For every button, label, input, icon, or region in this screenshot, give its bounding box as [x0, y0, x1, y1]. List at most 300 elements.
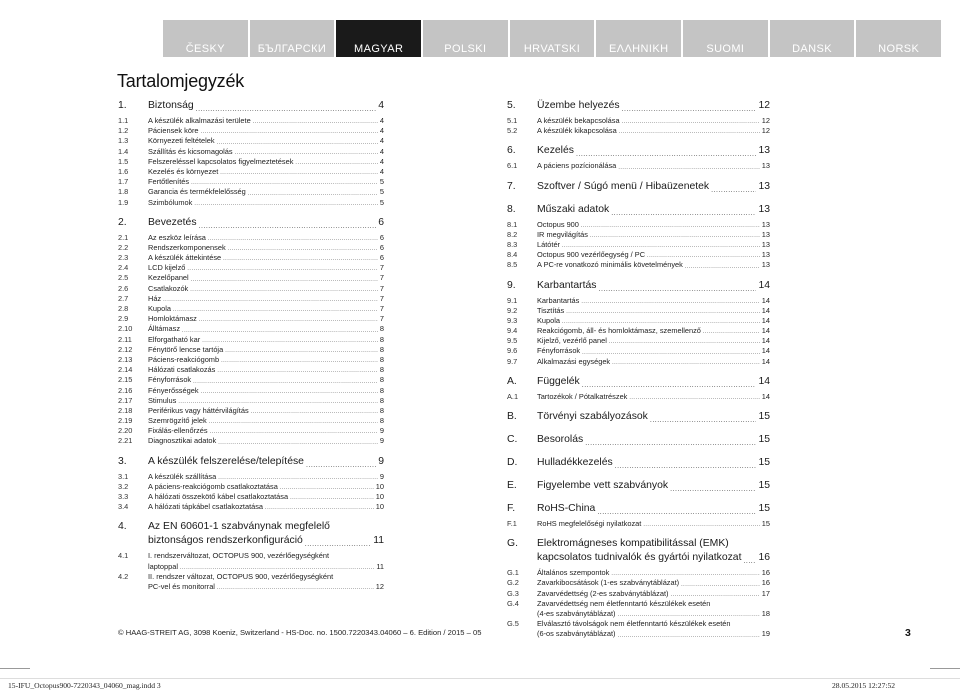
toc-entry[interactable]	[118, 492, 384, 502]
toc-entry-line	[118, 582, 384, 592]
toc-entry[interactable]	[118, 136, 384, 146]
toc-entry[interactable]	[507, 357, 770, 367]
toc-entry[interactable]	[507, 619, 770, 639]
toc-entry-page: 7	[379, 304, 384, 313]
toc-section-title: kapcsolatos tudnivalók és gyártói nyilatkozat	[537, 552, 742, 564]
toc-right-column	[507, 100, 770, 640]
toc-entry-line	[507, 609, 770, 619]
toc-entry-title: A páciens pozícionálása	[537, 161, 617, 171]
toc-entry-title: Diagnosztikai adatok	[148, 436, 217, 446]
toc-section-title: Függelék	[537, 375, 580, 387]
toc-group	[118, 456, 384, 513]
toc-entry-title: Környezeti feltételek	[148, 136, 215, 146]
toc-section-line	[507, 552, 770, 566]
toc-entry[interactable]	[507, 316, 770, 326]
toc-entry-title: A PC-re vonatkozó minimális követelmények	[537, 260, 683, 270]
toc-entry-number: 2.19	[118, 416, 133, 426]
dot-leader	[182, 328, 378, 335]
toc-entry-page: 6	[379, 253, 384, 263]
toc-entry[interactable]	[118, 426, 384, 436]
toc-entry-page: 7	[379, 283, 384, 293]
toc-entry-title: Fényforrások	[148, 375, 192, 385]
language-tab-5[interactable]: ΕΛΛΗΝΙΚΗ	[596, 20, 681, 57]
toc-section[interactable]	[507, 457, 770, 471]
toc-entry[interactable]	[118, 406, 384, 416]
toc-entry[interactable]	[507, 392, 770, 402]
dot-leader	[217, 368, 378, 375]
toc-section-title: biztonságos rendszerkonfiguráció	[148, 535, 303, 547]
toc-entry-title: Kezelőpanel	[148, 273, 189, 283]
toc-entry-line	[507, 599, 770, 609]
dot-leader	[190, 287, 378, 294]
dot-leader	[196, 105, 377, 114]
toc-group	[507, 204, 770, 271]
dot-leader	[599, 285, 757, 294]
toc-section-page: 15	[758, 457, 770, 468]
toc-entry-page: 9	[379, 436, 384, 446]
dot-leader	[622, 105, 757, 114]
toc-entry[interactable]	[118, 314, 384, 324]
toc-entry-title: A készülék kikapcsolása	[537, 126, 617, 136]
toc-entry-title: Szimbólumok	[148, 197, 193, 207]
toc-section-page: 4	[378, 100, 384, 111]
toc-entry-number: 1.1	[118, 116, 129, 125]
toc-entry[interactable]	[118, 335, 384, 345]
toc-entry[interactable]	[118, 304, 384, 314]
dot-leader	[199, 222, 377, 231]
toc-section-title: Hulladékkezelés	[537, 457, 613, 468]
toc-left-column	[118, 100, 384, 592]
toc-entry-title: (6-os szabványtáblázat)	[537, 629, 616, 639]
toc-group	[507, 411, 770, 425]
toc-subentries	[507, 161, 770, 171]
toc-section-title: Karbantartás	[537, 279, 597, 291]
toc-entry-page: 8	[379, 334, 384, 344]
toc-entry-number: 8.2	[507, 229, 518, 239]
toc-entry-page: 10	[375, 502, 384, 512]
toc-entry[interactable]	[118, 365, 384, 375]
toc-entry-title: Fényerősségek	[148, 385, 199, 395]
toc-entry-title: Zavarvédettség (2-es szabványtáblázat)	[537, 588, 669, 598]
toc-entry[interactable]	[118, 116, 384, 126]
toc-section-number: E.	[507, 480, 517, 491]
toc-entry-title: Kijelző, vezérlő panel	[537, 336, 607, 346]
toc-section-title: Kezelés	[537, 145, 574, 157]
toc-entry[interactable]	[507, 568, 770, 578]
dot-leader	[609, 339, 760, 346]
language-tab-4[interactable]: HRVATSKI	[510, 20, 595, 57]
toc-section[interactable]	[507, 503, 770, 517]
toc-entry-number: 1.5	[118, 156, 129, 166]
toc-entry-number: 2.15	[118, 375, 133, 385]
toc-entry-page: 11	[376, 561, 384, 571]
toc-section[interactable]	[507, 204, 770, 218]
toc-section-page: 15	[758, 434, 770, 445]
toc-entry[interactable]	[118, 157, 384, 167]
toc-entry[interactable]	[118, 177, 384, 187]
language-tab-0[interactable]: ČESKY	[163, 20, 248, 57]
toc-entry-page: 14	[761, 391, 770, 401]
toc-entry[interactable]	[507, 599, 770, 619]
dot-leader	[582, 381, 757, 390]
toc-entry-page: 14	[761, 295, 770, 305]
toc-section-number: D.	[507, 457, 518, 468]
toc-entry[interactable]	[118, 253, 384, 263]
toc-entry-page: 12	[761, 116, 770, 125]
page-number: 3	[905, 627, 911, 639]
toc-entry-page: 13	[761, 219, 770, 229]
dot-leader	[178, 399, 378, 406]
toc-entry[interactable]	[118, 551, 384, 571]
toc-entry[interactable]	[507, 250, 770, 260]
toc-entry-number: G.5	[507, 619, 519, 629]
dot-leader	[191, 277, 378, 284]
toc-entry-title: Fénytörő lencse tartója	[148, 344, 224, 354]
toc-entry[interactable]	[507, 161, 770, 171]
toc-subentries	[507, 116, 770, 136]
toc-entry-page: 8	[379, 385, 384, 395]
dot-leader	[163, 297, 378, 304]
dot-leader	[585, 439, 756, 448]
toc-entry-title: Szemrögzítő jelek	[148, 416, 207, 426]
dot-leader	[582, 350, 760, 357]
toc-section-title: A készülék felszerelése/telepítése	[148, 455, 304, 467]
toc-entry[interactable]	[118, 375, 384, 385]
dot-leader	[201, 129, 378, 136]
toc-entry[interactable]	[118, 472, 384, 482]
toc-section[interactable]	[118, 217, 384, 231]
toc-entry[interactable]	[118, 436, 384, 446]
toc-entry[interactable]	[507, 260, 770, 270]
toc-entry[interactable]	[118, 396, 384, 406]
toc-section-number: F.	[507, 503, 516, 514]
toc-entry[interactable]	[118, 284, 384, 294]
toc-entry[interactable]	[118, 233, 384, 243]
toc-entry[interactable]	[118, 198, 384, 208]
toc-entry-page: 8	[379, 416, 384, 426]
toc-entry-title: Reakciógomb, áll- és homloktámasz, szemellenző	[537, 326, 701, 336]
toc-section-page: 9	[378, 455, 384, 467]
toc-entry-page: 5	[379, 197, 384, 207]
toc-entry-number: 9.4	[507, 326, 518, 336]
toc-section-page: 12	[758, 100, 770, 111]
toc-section[interactable]	[507, 376, 770, 390]
toc-entry-number: 2.8	[118, 304, 129, 313]
toc-entry-number: 2.5	[118, 273, 129, 283]
toc-entry-page: 8	[379, 324, 384, 334]
toc-section-page: 14	[758, 375, 770, 387]
dot-leader	[173, 307, 378, 314]
language-tab-1[interactable]: БЪЛГАРСКИ	[250, 20, 335, 57]
dot-leader	[597, 508, 756, 517]
toc-entry-number: 5.2	[507, 126, 518, 136]
toc-entry-title: II. rendszer változat, OCTOPUS 900, vezérlőegységként	[148, 571, 334, 581]
dot-leader	[629, 395, 759, 402]
dot-leader	[218, 475, 378, 482]
toc-entry[interactable]	[507, 306, 770, 316]
toc-entry-line	[118, 551, 384, 561]
toc-entry-page: 8	[379, 375, 384, 385]
toc-entry-line	[118, 562, 384, 572]
toc-section-number: 5.	[507, 100, 516, 111]
toc-section-number: C.	[507, 434, 518, 445]
toc-entry-title: Csatlakozók	[148, 283, 189, 293]
toc-section-title: Szoftver / Súgó menü / Hibaüzenetek	[537, 180, 710, 192]
toc-entry-title: Homloktámasz	[148, 314, 197, 324]
toc-section-page: 15	[758, 411, 770, 422]
toc-entry-title: Rendszerkomponensek	[148, 242, 226, 252]
toc-section-title: Üzembe helyezés	[537, 100, 620, 111]
toc-entry[interactable]	[507, 519, 770, 529]
dot-leader	[199, 317, 378, 324]
toc-section[interactable]	[118, 100, 384, 114]
toc-entry-number: G.1	[507, 568, 519, 578]
toc-entry-number: 2.11	[118, 334, 132, 344]
toc-group	[507, 145, 770, 171]
dot-leader	[685, 264, 760, 271]
toc-entry-page: 12	[375, 581, 384, 591]
toc-entry-title: A készülék alkalmazási területe	[148, 116, 251, 125]
toc-entry-number: F.1	[507, 519, 517, 528]
toc-section[interactable]	[507, 411, 770, 425]
toc-entry-number: 2.4	[118, 263, 129, 273]
toc-entry[interactable]	[507, 116, 770, 126]
toc-section[interactable]	[507, 538, 770, 566]
toc-entry[interactable]	[118, 502, 384, 512]
toc-entry[interactable]	[507, 230, 770, 240]
toc-entry-page: 7	[379, 273, 384, 283]
toc-subentries	[507, 392, 770, 402]
toc-entry-page: 8	[379, 354, 384, 364]
toc-entry[interactable]	[507, 326, 770, 336]
toc-group	[507, 434, 770, 448]
dot-leader	[217, 585, 374, 592]
slug-timestamp: 28.05.2015 12:27:52	[832, 681, 896, 690]
toc-entry[interactable]	[118, 482, 384, 492]
toc-entry-title: Elválasztó távolságok nem életfenntartó készülékek esetén	[537, 619, 731, 629]
toc-entry[interactable]	[118, 126, 384, 136]
dot-leader	[643, 522, 759, 529]
dot-leader	[611, 209, 756, 218]
toc-section-number: 7.	[507, 180, 516, 192]
toc-entry-number: G.4	[507, 598, 519, 608]
dot-leader	[202, 338, 378, 345]
toc-section[interactable]	[507, 145, 770, 159]
toc-section-title: Biztonság	[148, 100, 194, 111]
toc-entry-number: 9.7	[507, 356, 518, 366]
toc-entry-title: Tisztítás	[537, 305, 565, 315]
toc-entry-title: Álltámasz	[148, 324, 181, 334]
toc-entry-page: 19	[761, 629, 770, 639]
toc-entry-title: A páciens-reakciógomb csatlakoztatása	[148, 481, 278, 491]
language-tab-3[interactable]: POLSKI	[423, 20, 508, 57]
dot-leader	[650, 416, 757, 425]
toc-entry-title: Fertőtlenítés	[148, 177, 190, 187]
toc-entry[interactable]	[118, 273, 384, 283]
toc-subentries	[507, 568, 770, 639]
toc-entry-number: 3.1	[118, 471, 129, 481]
dot-leader	[617, 633, 759, 640]
toc-entry-number: G.2	[507, 578, 519, 588]
dot-leader	[681, 582, 760, 589]
toc-section[interactable]	[507, 100, 770, 114]
toc-section[interactable]	[507, 480, 770, 494]
toc-section-line	[118, 521, 384, 535]
toc-entry-number: 8.1	[507, 219, 518, 229]
toc-entry-title: Stimulus	[148, 395, 177, 405]
toc-group	[507, 538, 770, 639]
toc-entry-number: 1.7	[118, 177, 129, 187]
toc-entry-title: Zavarvédettség nem életfenntartó készülékek esetén	[537, 598, 711, 608]
language-tab-6[interactable]: SUOMI	[683, 20, 768, 57]
dot-leader	[251, 409, 378, 416]
dot-leader	[248, 191, 378, 198]
toc-entry[interactable]	[118, 147, 384, 157]
dot-leader	[265, 505, 374, 512]
toc-entry-title: LCD kijelző	[148, 263, 186, 273]
toc-entry[interactable]	[118, 355, 384, 365]
toc-entry[interactable]	[507, 578, 770, 588]
dot-leader	[223, 256, 378, 263]
page-title: Tartalomjegyzék	[117, 71, 245, 91]
toc-entry-title: laptoppal	[148, 561, 178, 571]
toc-entry[interactable]	[507, 336, 770, 346]
toc-entry[interactable]	[118, 572, 384, 592]
toc-entry-page: 16	[761, 578, 770, 588]
toc-entry-page: 8	[379, 395, 384, 405]
toc-section-title: Bevezetés	[148, 216, 197, 228]
toc-entry-title: Látótér	[537, 239, 561, 249]
toc-section-page: 13	[758, 203, 770, 215]
toc-section-title: Törvényi szabályozások	[537, 411, 648, 422]
toc-entry-number: 8.5	[507, 260, 518, 270]
toc-entry-title: Garancia és termékfelelősség	[148, 187, 246, 197]
toc-entry-page: 14	[761, 315, 770, 325]
toc-entry-number: 1.6	[118, 166, 129, 176]
slug-filename: 15-IFU_Octopus900-7220343_04060_mag.indd 3	[8, 681, 161, 690]
toc-entry[interactable]	[118, 243, 384, 253]
toc-group	[507, 376, 770, 402]
toc-entry[interactable]	[118, 345, 384, 355]
dot-leader	[670, 592, 759, 599]
toc-entry-number: 4.2	[118, 571, 129, 581]
toc-entry[interactable]	[118, 263, 384, 273]
toc-subentries	[507, 220, 770, 271]
toc-entry[interactable]	[507, 296, 770, 306]
toc-entry-number: 2.10	[118, 324, 133, 334]
language-tab-8[interactable]: NORSK	[856, 20, 941, 57]
dot-leader	[576, 150, 756, 159]
toc-entry-page: 4	[379, 146, 384, 156]
toc-entry-title: Zavarkibocsátások (1-es szabványtáblázat)	[537, 578, 680, 588]
dot-leader	[581, 223, 760, 230]
toc-entry-title: Páciens-reakciógomb	[148, 354, 220, 364]
toc-entry[interactable]	[118, 167, 384, 177]
toc-entry-title: Szállítás és kicsomagolás	[148, 146, 233, 156]
dot-leader	[670, 485, 756, 494]
toc-section-number: 9.	[507, 279, 516, 291]
toc-section-number: 8.	[507, 203, 516, 215]
toc-entry-number: 2.21	[118, 436, 133, 446]
dot-leader	[615, 462, 757, 471]
toc-section-number: B.	[507, 411, 517, 422]
toc-entry[interactable]	[118, 416, 384, 426]
toc-entry[interactable]	[507, 589, 770, 599]
toc-entry[interactable]	[118, 187, 384, 197]
toc-section[interactable]	[507, 280, 770, 294]
toc-entry-number: 3.4	[118, 502, 129, 512]
toc-entry-title: Tartozékok / Pótalkatrészek	[537, 391, 628, 401]
toc-entry-number: 8.3	[507, 239, 518, 249]
toc-section[interactable]	[507, 181, 770, 195]
dot-leader	[611, 571, 759, 578]
dot-leader	[711, 186, 756, 195]
toc-section-page: 13	[758, 145, 770, 157]
language-tab-2[interactable]: MAGYAR	[336, 20, 421, 57]
toc-entry-number: 2.1	[118, 232, 129, 242]
toc-section-title: Műszaki adatok	[537, 203, 610, 215]
toc-section[interactable]	[118, 456, 384, 470]
toc-group	[118, 217, 384, 447]
dot-leader	[617, 612, 759, 619]
toc-entry-page: 14	[761, 326, 770, 336]
dot-leader	[703, 329, 760, 336]
dot-leader	[566, 309, 760, 316]
toc-section-number: 6.	[507, 145, 516, 157]
toc-group	[507, 280, 770, 367]
toc-subentries	[507, 519, 770, 529]
dot-leader	[581, 299, 759, 306]
toc-section-page: 11	[373, 535, 384, 547]
toc-entry-line	[507, 619, 770, 629]
toc-entry[interactable]	[118, 324, 384, 334]
toc-section[interactable]	[507, 434, 770, 448]
language-tabs	[163, 20, 941, 57]
toc-entry[interactable]	[118, 294, 384, 304]
language-tab-7[interactable]: DANSK	[770, 20, 855, 57]
toc-section-title: Figyelembe vett szabványok	[537, 480, 669, 491]
toc-entry[interactable]	[507, 126, 770, 136]
toc-entry-page: 15	[761, 519, 770, 528]
toc-entry-number: 1.4	[118, 146, 129, 156]
toc-entry-page: 5	[379, 187, 384, 197]
dot-leader	[228, 246, 378, 253]
toc-entry-number: 1.3	[118, 136, 129, 146]
toc-entry[interactable]	[507, 346, 770, 356]
toc-section-title: RoHS-China	[537, 503, 596, 514]
dot-leader	[235, 150, 378, 157]
dot-leader	[622, 119, 760, 126]
toc-entry[interactable]	[507, 220, 770, 230]
toc-group	[507, 100, 770, 136]
toc-section[interactable]	[118, 521, 384, 549]
toc-entry-line	[507, 629, 770, 639]
toc-entry[interactable]	[507, 240, 770, 250]
dot-leader	[612, 360, 760, 367]
toc-entry-title: Karbantartás	[537, 295, 580, 305]
toc-entry-number: 9.2	[507, 305, 518, 315]
toc-entry-page: 13	[761, 250, 770, 260]
toc-entry-title: Octopus 900 vezérlőegység / PC	[537, 250, 646, 260]
toc-entry-number: 2.7	[118, 293, 129, 303]
toc-section-number: A.	[507, 375, 517, 387]
dot-leader	[619, 129, 760, 136]
toc-section-page: 6	[378, 216, 384, 228]
dot-leader	[562, 243, 760, 250]
dot-leader	[290, 495, 374, 502]
toc-entry[interactable]	[118, 386, 384, 396]
toc-entry-page: 13	[761, 161, 770, 171]
